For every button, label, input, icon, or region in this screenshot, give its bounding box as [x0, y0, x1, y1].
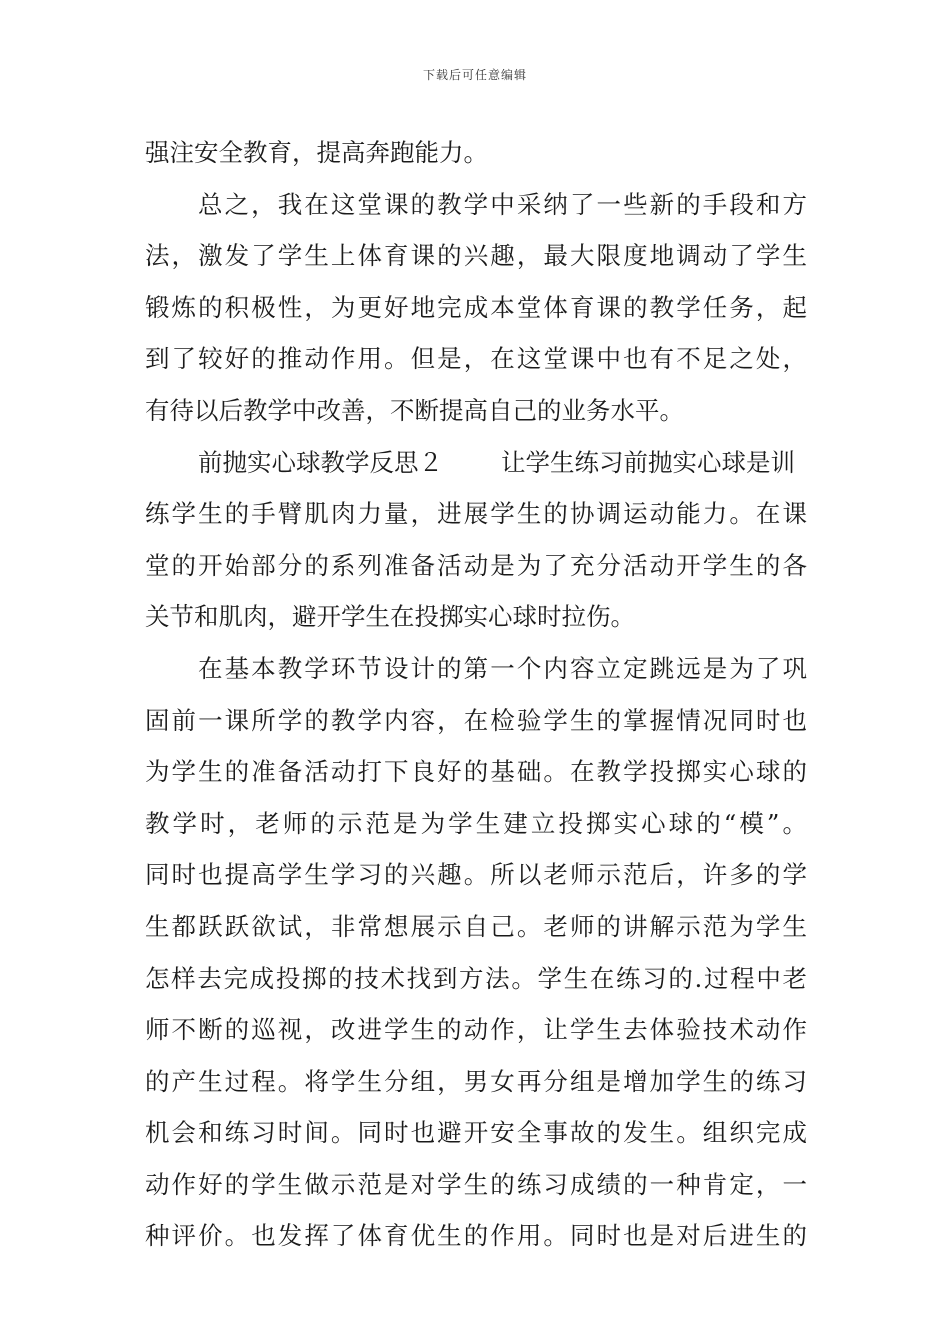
text-line: 法，激发了学生上体育课的兴趣，最大限度地调动了学生: [145, 241, 807, 271]
section-heading: 前抛实心球教学反思２: [198, 447, 443, 477]
text-line: 的产生过程。将学生分组，男女再分组是增加学生的练习: [145, 1066, 807, 1096]
text-line: 机会和练习时间。同时也避开安全事故的发生。组织完成: [145, 1118, 807, 1148]
document-body: [145, 127, 807, 1262]
text-line-continuation: 让学生练习前抛实心球是训: [501, 447, 795, 477]
text-line: 种评价。也发挥了体育优生的作用。同时也是对后进生的: [145, 1221, 807, 1251]
text-line: 同时也提高学生学习的兴趣。所以老师示范后，许多的学: [145, 860, 807, 890]
page-header: 下载后可任意编辑: [422, 68, 527, 82]
text-line: 动作好的学生做示范是对学生的练习成绩的一种肯定，一: [145, 1169, 807, 1199]
text-line: [145, 437, 807, 489]
text-line: 怎样去完成投掷的技术找到方法。学生在练习的.过程中老: [145, 963, 807, 993]
text-line: 强注安全教育，提高奔跑能力。: [145, 138, 488, 167]
text-line: 练学生的手臂肌肉力量，进展学生的协调运动能力。在课: [145, 499, 807, 529]
text-line: 为学生的准备活动打下良好的基础。在教学投掷实心球的: [145, 757, 807, 787]
text-line: 总之，我在这堂课的教学中采纳了一些新的手段和方: [198, 189, 807, 219]
text-line: 固前一课所学的教学内容，在检验学生的掌握情况同时也: [145, 705, 807, 735]
text-line: 到了较好的推动作用。但是，在这堂课中也有不足之处，: [145, 344, 807, 374]
text-line: 锻炼的积极性，为更好地完成本堂体育课的教学任务，起: [145, 292, 807, 322]
text-line: 堂的开始部分的系列准备活动是为了充分活动开学生的各: [145, 550, 807, 580]
text-line: 师不断的巡视，改进学生的动作，让学生去体验技术动作: [145, 1015, 807, 1045]
text-line: 在基本教学环节设计的第一个内容立定跳远是为了巩: [198, 653, 807, 683]
text-line: 关节和肌肉，避开学生在投掷实心球时拉伤。: [145, 602, 635, 632]
text-line: 教学时，老师的示范是为学生建立投掷实心球的“模”。: [145, 808, 807, 838]
text-line: 有待以后教学中改善，不断提高自己的业务水平。: [145, 395, 684, 425]
text-line: 生都跃跃欲试，非常想展示自己。老师的讲解示范为学生: [145, 911, 807, 941]
